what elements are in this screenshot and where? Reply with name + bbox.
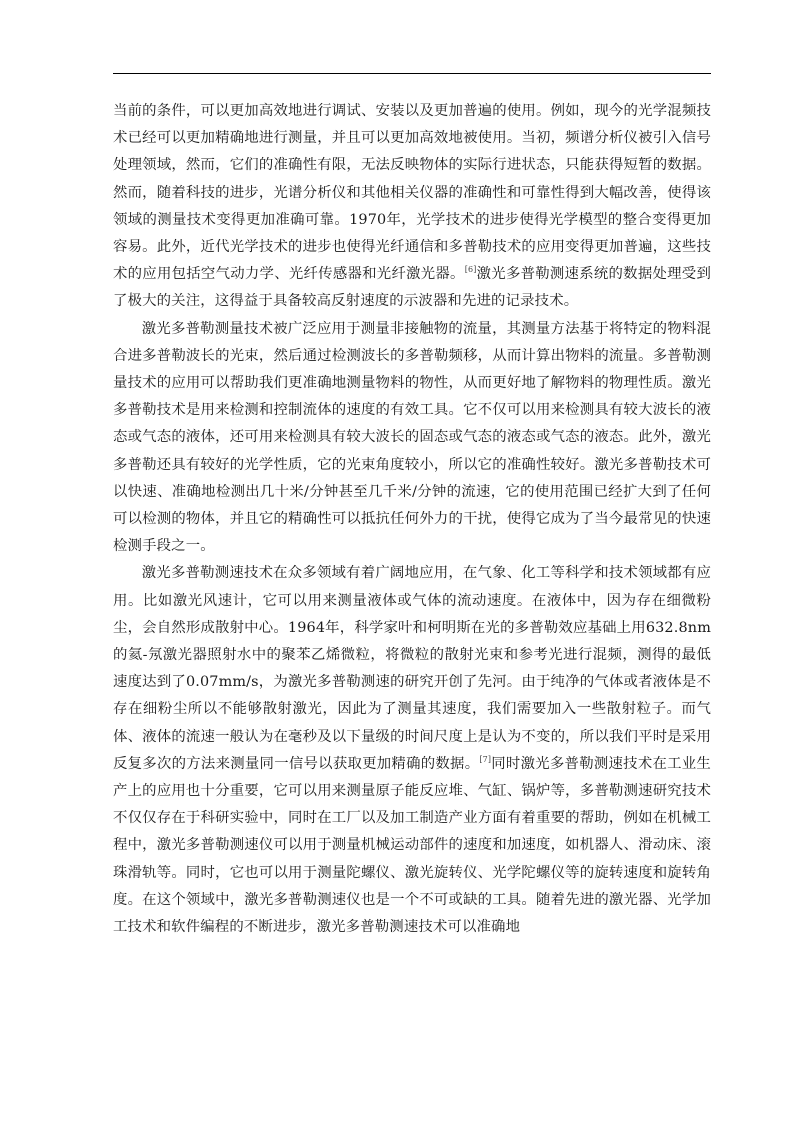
paragraph-1 bbox=[113, 98, 711, 316]
citation-6: [6] bbox=[464, 265, 477, 275]
paragraph-1-text-b: 激光多普勒测速系统的数据处理受到了极大的关注，这得益于具备较高反射速度的示波器和先进的记录技术。 bbox=[113, 266, 711, 310]
paragraph-1-text-a: 当前的条件，可以更加高效地进行调试、安装以及更加普遍的使用。例如，现今的光学混频技术已经可以更加精确地进行测量，并且可以更加高效地被使用。当初，频谱分析仪被引入信号处理领域，然而，它们的准确性有限，无法反映物体的实际行进状态，只能获得短暂的数据。然而，随着科技的进步，光谱分析仪和其他相关仪器的准确性和可靠性得到大幅改善，使得该领域的测量技术变得更加准确可靠。1970年，光学技术的进步使得光学模型的整合变得更加容易。此外，近代光学技术的进步也使得光纤通信和多普勒技术的应用变得更加普遍，这些技术的应用包括空气动力学、光纤传感器和光纤激光器。 bbox=[113, 103, 711, 283]
header-rule bbox=[113, 73, 711, 74]
paragraph-3 bbox=[113, 560, 711, 941]
paragraph-3-text-a: 激光多普勒测速技术在众多领域有着广阔地应用，在气象、化工等科学和技术领域都有应用。比如激光风速计，它可以用来测量液体或气体的流动速度。在液体中，因为存在细微粉尘，会自然形成散射中心。1964年，科学家叶和柯明斯在光的多普勒效应基础上用632.8nm的氦-氖激光器照射水中的聚苯乙烯微粒，将微粒的散射光束和参考光进行混频，测得的最低速度达到了0.07mm/s，为激光多普勒测速的研究开创了先河。由于纯净的气体或者液体是不存在细粉尘所以不能够散射激光，因此为了测量其速度，我们需要加入一些散射粒子。而气体、液体的流速一般认为在毫秒及以下量级的时间尺度上是认为不变的，所以我们平时是采用反复多次的方法来测量同一信号以获取更加精确的数据。 bbox=[113, 565, 711, 772]
paragraph-2 bbox=[113, 316, 711, 561]
citation-7: [7] bbox=[479, 755, 492, 765]
paragraph-3-text-b: 同时激光多普勒测速技术在工业生产上的应用也十分重要，它可以用来测量原子能反应堆、气缸、锅炉等，多普勒测速研究技术不仅仅存在于科研实验中，同时在工厂以及加工制造产业方面有着重要的帮助，例如在机械工程中，激光多普勒测速仪可以用于测量机械运动部件的速度和加速度，如机器人、滑动床、滚珠滑轨等。同时，它也可以用于测量陀螺仪、激光旋转仪、光学陀螺仪等的旋转速度和旋转角度。在这个领域中，激光多普勒测速仪也是一个不可或缺的工具。随着先进的激光器、光学加工技术和软件编程的不断进步，激光多普勒测速技术可以准确地 bbox=[113, 755, 711, 936]
paragraph-2-text: 激光多普勒测量技术被广泛应用于测量非接触物的流量，其测量方法基于将特定的物料混合进多普勒波长的光束，然后通过检测波长的多普勒频移，从而计算出物料的流量。多普勒测量技术的应用可以帮助我们更准确地测量物料的物性，从而更好地了解物料的物理性质。激光多普勒技术是用来检测和控制流体的速度的有效工具。它不仅可以用来检测具有较大波长的液态或气态的液体，还可用来检测具有较大波长的固态或气态的液态或气态的液态。此外，激光多普勒还具有较好的光学性质，它的光束角度较小，所以它的准确性较好。激光多普勒技术可以快速、准确地检测出几十米/分钟甚至几千米/分钟的流速，它的使用范围已经扩大到了任何可以检测的物体，并且它的精确性可以抵抗任何外力的干扰，使得它成为了当今最常见的快速检测手段之一。 bbox=[113, 320, 711, 555]
page-body bbox=[113, 98, 711, 941]
